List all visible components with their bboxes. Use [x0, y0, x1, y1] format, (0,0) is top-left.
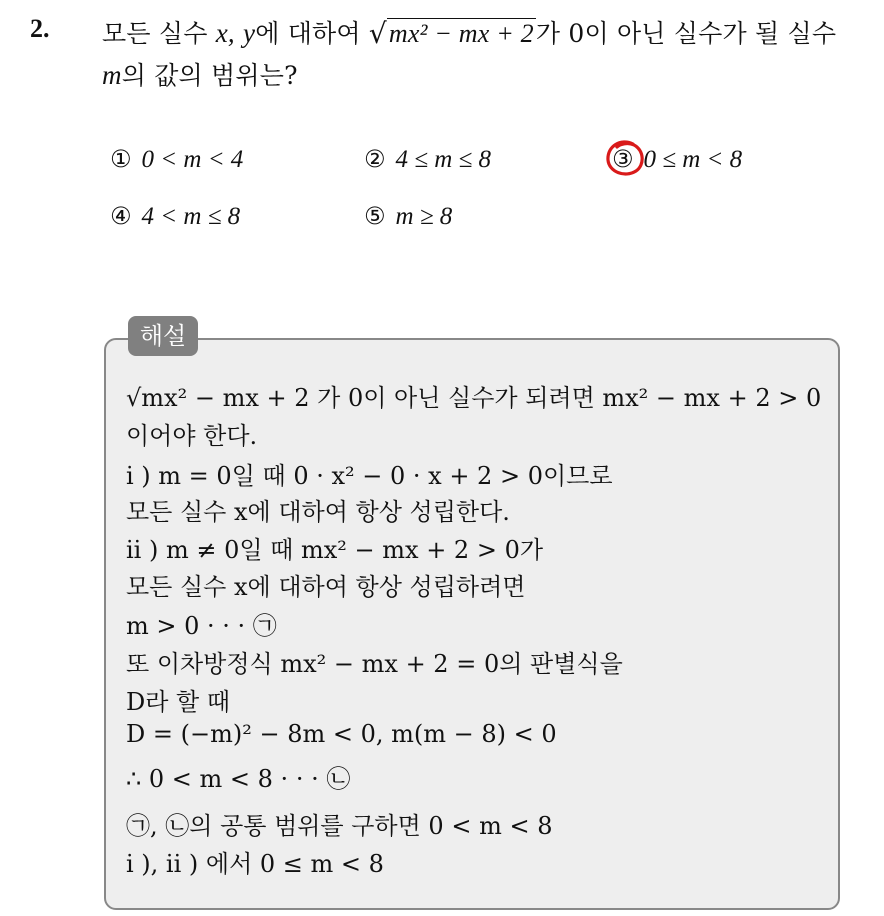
- choice-text-5: m ≥ 8: [395, 203, 453, 230]
- choice-mark-5: ⑤: [364, 202, 386, 230]
- question-text-a: 모든 실수: [102, 19, 208, 48]
- choice-mark-1: ①: [110, 145, 132, 173]
- question-text-c: 가 0이 아닌 실수가 될 실수: [535, 19, 837, 48]
- solution-line-7: m > 0 · · · ㉠: [126, 612, 277, 640]
- solution-line-12: ㉠, ㉡의 공통 범위를 구하면 0 < m < 8: [126, 812, 553, 840]
- choice-5[interactable]: [364, 202, 452, 231]
- choice-text-4: 4 < m ≤ 8: [141, 203, 241, 230]
- solution-line-2: 이어야 한다.: [126, 422, 258, 450]
- choice-2[interactable]: [364, 145, 491, 174]
- choice-mark-3: ③: [612, 145, 634, 173]
- choice-text-3: 0 ≤ m < 8: [643, 146, 743, 173]
- choice-4[interactable]: [110, 202, 240, 231]
- variable-m: m: [102, 60, 122, 90]
- choice-1[interactable]: [110, 145, 243, 174]
- radical-sign: √: [368, 17, 387, 50]
- choice-mark-2: ②: [364, 145, 386, 173]
- choice-text-2: 4 ≤ m ≤ 8: [395, 146, 492, 173]
- choice-mark-4: ④: [110, 202, 132, 230]
- solution-line-3: i ) m = 0일 때 0 · x² − 0 · x + 2 > 0이므로: [126, 462, 613, 490]
- question-text-line2: 의 값의 범위는?: [121, 61, 298, 90]
- solution-line-1: √mx² − mx + 2 가 0이 아닌 실수가 되려면 mx² − mx + 2 > 0: [126, 384, 822, 412]
- solution-line-10: D = (−m)² − 8m < 0, m(m − 8) < 0: [126, 720, 557, 748]
- answer-circle-mark-icon: [603, 138, 647, 180]
- solution-line-4: 모든 실수 x에 대하여 항상 성립한다.: [126, 498, 510, 526]
- question-text-b: 에 대하여: [255, 19, 361, 48]
- question-line-1: [102, 14, 836, 50]
- solution-line-6: 모든 실수 x에 대하여 항상 성립하려면: [126, 573, 526, 601]
- question-line-2: [102, 56, 298, 92]
- solution-tag: 해설: [128, 316, 198, 356]
- solution-line-13: i ), ii ) 에서 0 ≤ m < 8: [126, 850, 384, 878]
- sqrt-radicand: mx² − mx + 2: [388, 19, 534, 48]
- solution-line-5: ii ) m ≠ 0일 때 mx² − mx + 2 > 0가: [126, 536, 544, 564]
- solution-line-11: ∴ 0 < m < 8 · · · ㉡: [126, 765, 351, 793]
- variable-y: y: [243, 18, 256, 48]
- question-number: 2.: [30, 14, 50, 43]
- choice-text-1: 0 < m < 4: [141, 146, 244, 173]
- sqrt-expression: [369, 19, 536, 49]
- solution-line-8: 또 이차방정식 mx² − mx + 2 = 0의 판별식을: [126, 650, 623, 678]
- variable-x: x,: [215, 18, 235, 48]
- solution-line-9: D라 할 때: [126, 688, 231, 716]
